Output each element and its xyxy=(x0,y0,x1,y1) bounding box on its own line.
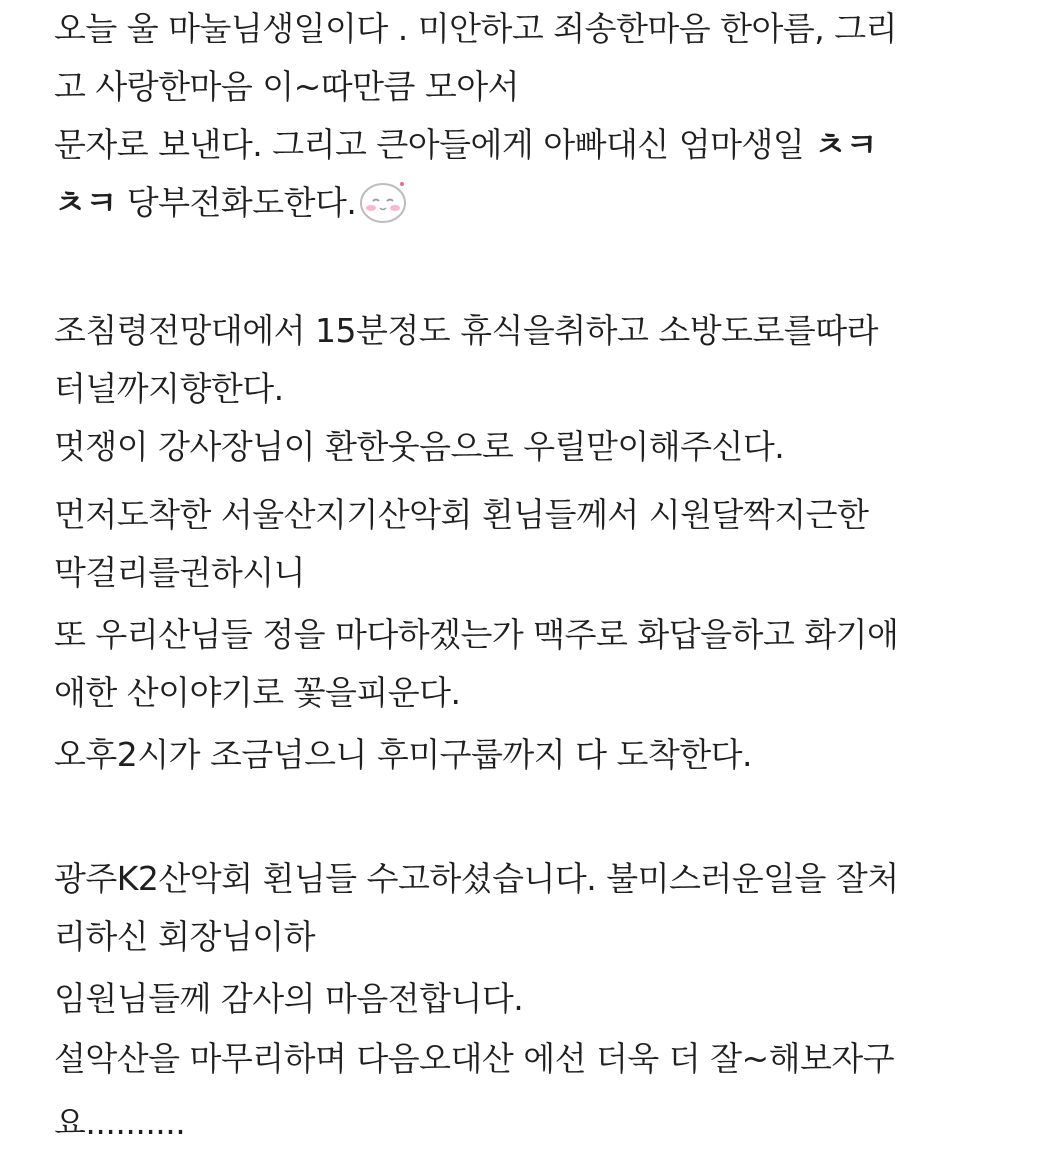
text-line: 멋쟁이 강사장님이 환한웃음으로 우릴맏이해주신다. xyxy=(54,427,785,466)
text-line: 요.......... xyxy=(54,1103,186,1142)
text-line: 터널까지향한다. xyxy=(54,369,284,408)
text-line: 오후2시가 조금넘으니 후미구룹까지 다 도착한다. xyxy=(54,735,753,774)
text-line xyxy=(54,116,877,174)
text-line xyxy=(54,174,410,232)
text-line: 조침령전망대에서 15분정도 휴식을취하고 소방도로를따라 xyxy=(54,311,879,350)
bold-text: ㅊㅋ xyxy=(54,183,117,222)
text-line: 리하신 회장님이하 xyxy=(54,917,316,956)
text-line: 임원님들께 감사의 마음전합니다. xyxy=(54,979,524,1018)
text-span: 당부전화도한다. xyxy=(116,183,357,222)
text-line: 애한 산이야기로 꽃을피운다. xyxy=(54,673,461,712)
text-line: 먼저도착한 서울산지기산악회 횐님들께서 시원달짝지근한 xyxy=(54,495,869,534)
text-line: 고 사랑한마음 이~따만큼 모아서 xyxy=(54,67,520,106)
text-span: 문자로 보낸다. 그리고 큰아들에게 아빠대신 엄마생일 xyxy=(54,125,815,164)
blushing-face-icon xyxy=(358,178,410,224)
text-line: 광주K2산악회 횐님들 수고하셨습니다. 불미스러운일을 잘처 xyxy=(54,859,899,898)
text-line: 또 우리산님들 정을 마다하겠는가 맥주로 화답을하고 화기애 xyxy=(54,615,899,654)
bold-text: ㅊㅋ xyxy=(814,125,878,164)
text-line: 막걸리를권하시니 xyxy=(54,553,306,592)
text-line: 설악산을 마무리하며 다음오대산 에선 더욱 더 잘~해보자구 xyxy=(54,1039,895,1078)
text-line: 오늘 울 마눌님생일이다 . 미안하고 죄송한마음 한아름, 그리 xyxy=(54,9,897,48)
